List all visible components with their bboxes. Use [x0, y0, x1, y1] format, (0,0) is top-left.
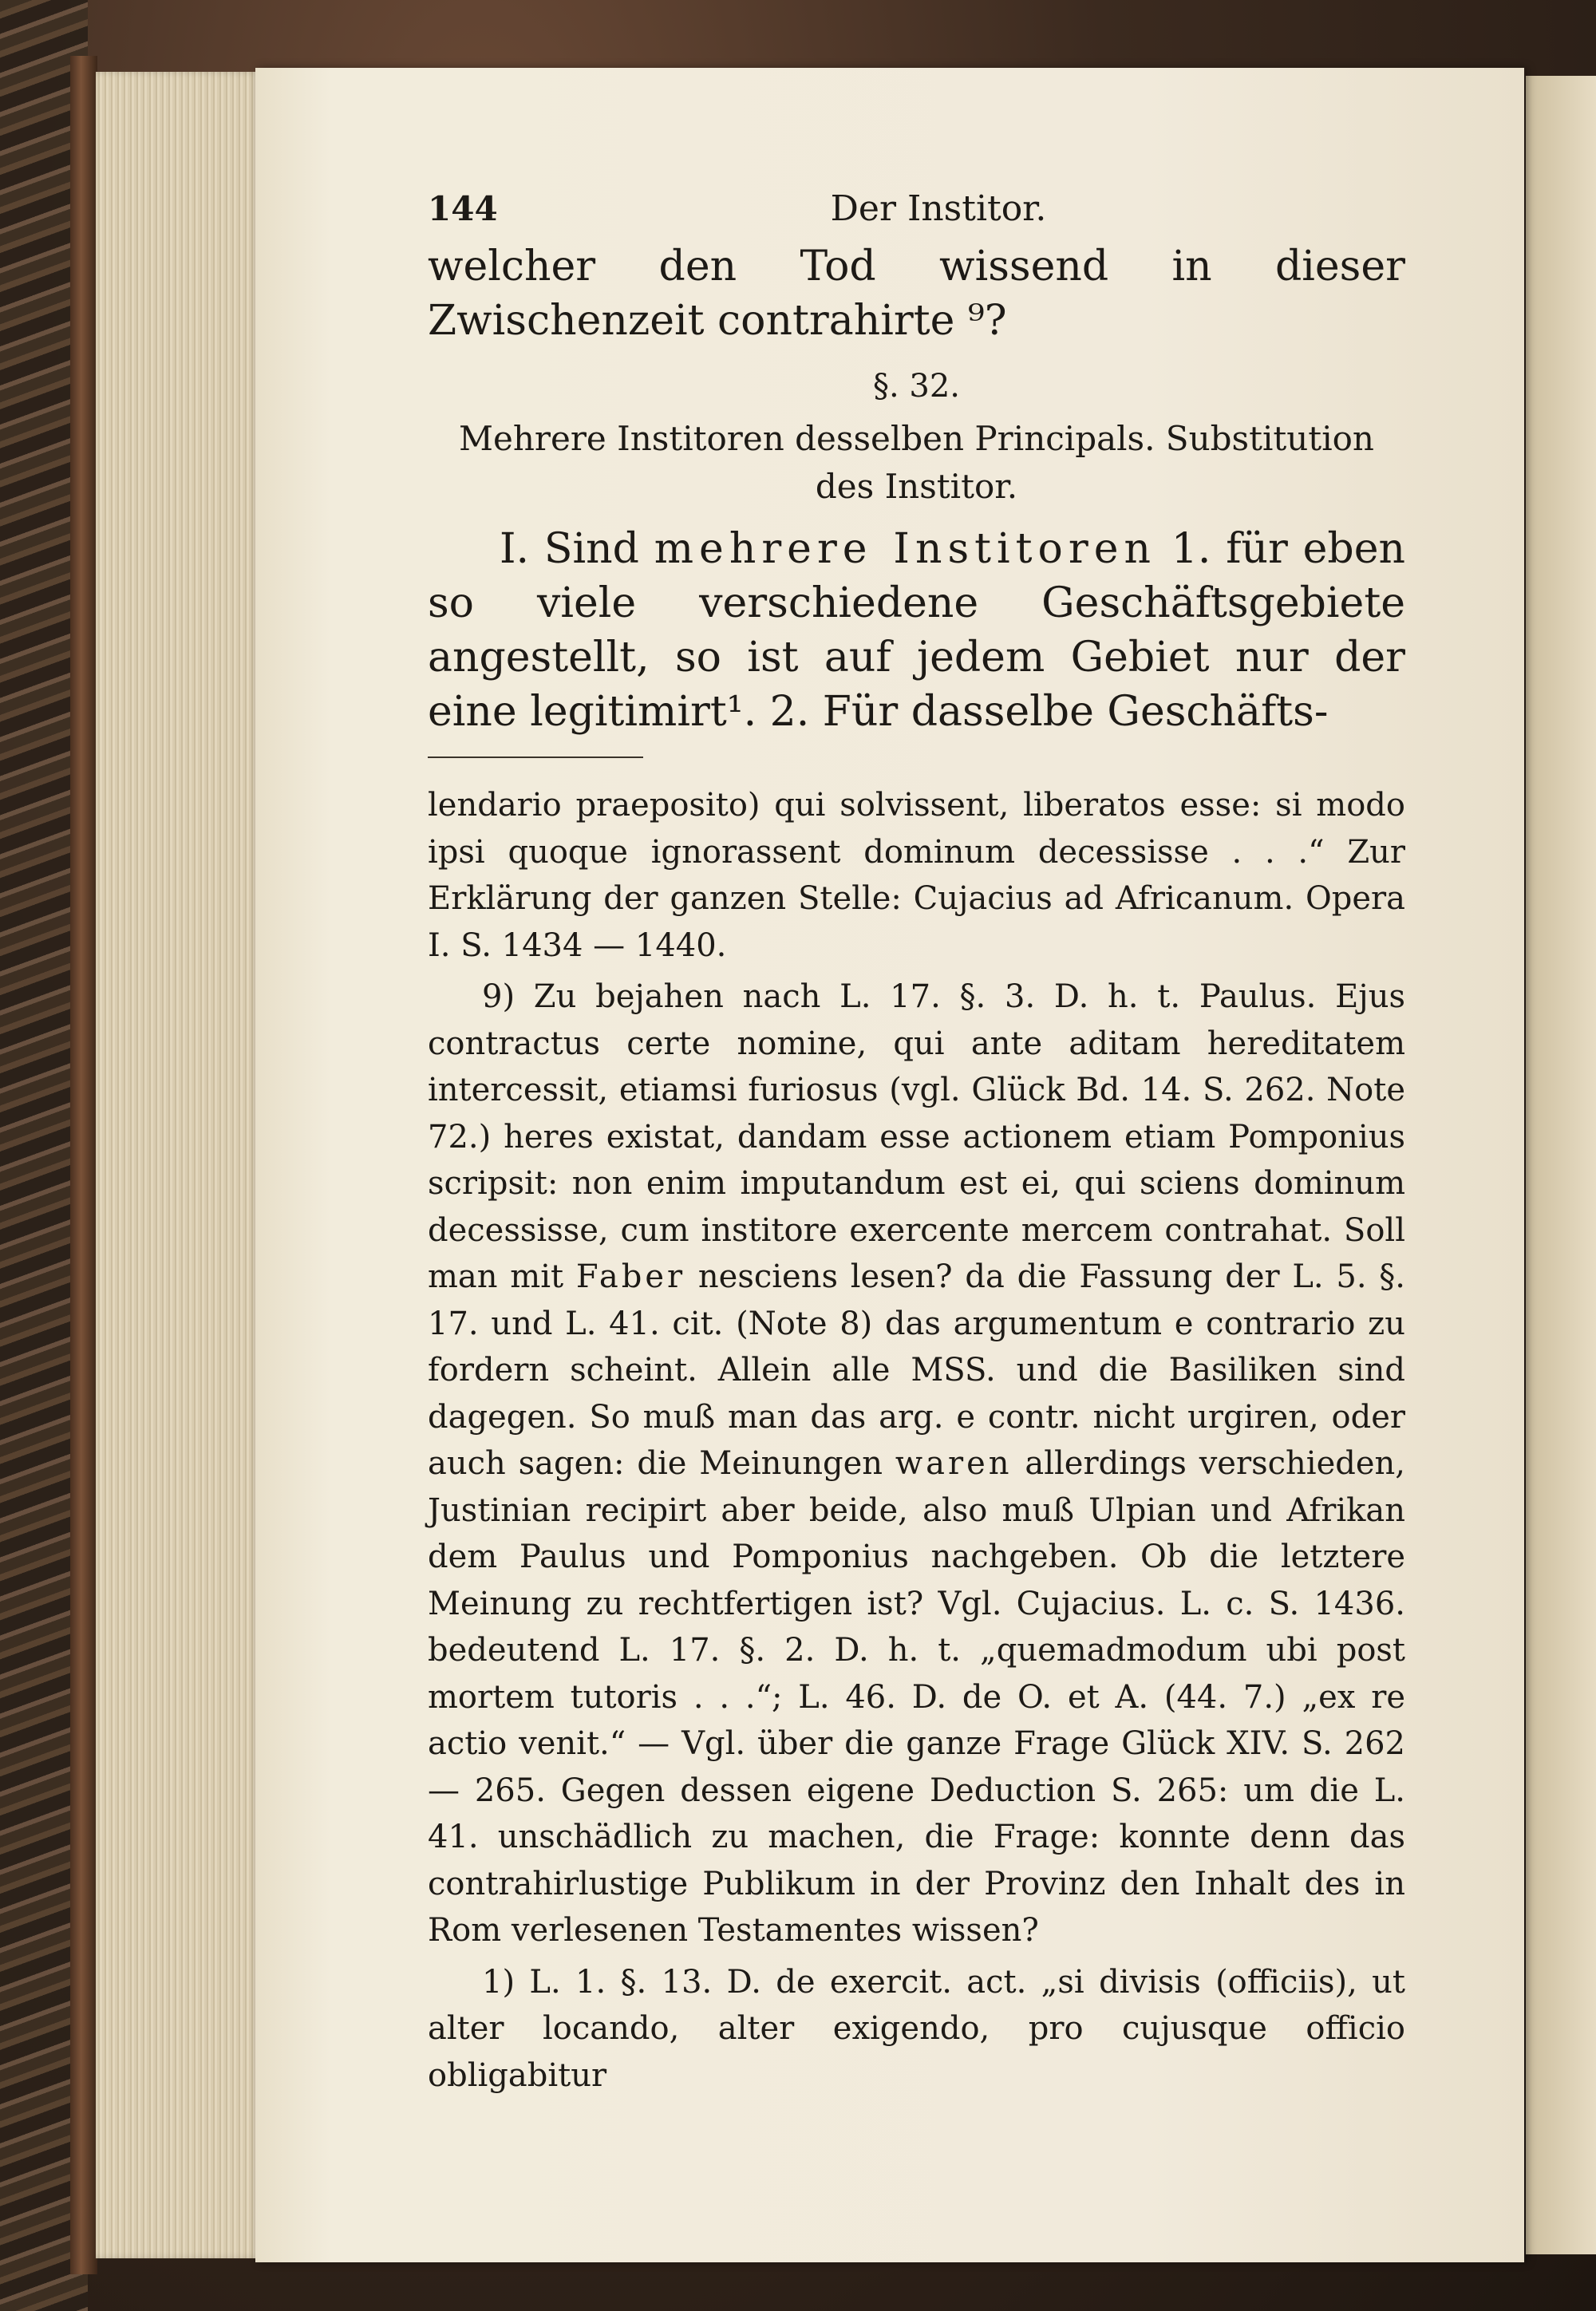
- facing-page-edge: [1526, 76, 1596, 2254]
- opening-line: welcher den Tod wissend in dieser Zwischenzeit contrahirte ⁹?: [428, 243, 1405, 345]
- page-header: [428, 176, 1405, 239]
- fn9-part-a: 9) Zu bejahen nach L. 17. §. 3. D. h. t. Paulus. Ejus contractus certe nomine, qui ante aditam hereditatem intercessit, etiamsi furiosus (vgl. Glück Bd. 14. S. 262. Note 72.) heres existat, dandam esse actionem etiam Pomponius scripsit: non enim imputandum est ei, qui sciens dominum decessisse, cum institore exercente mercem contrahat. Soll man mit: [428, 978, 1405, 1295]
- page-number: 144: [428, 189, 498, 228]
- footnote-1: 1) L. 1. §. 13. D. de exercit. act. „si divisis (officiis), ut alter locando, alter exigendo, pro cujusque officio obligabitur: [428, 1963, 1405, 2094]
- book-spine: [70, 56, 97, 2274]
- para-rest: 1. für eben so viele verschiedene Geschäftsgebiete angestellt, so ist auf jedem Gebiet nur der eine legitimirt¹. 2. Für dasselbe Geschäfts-: [428, 525, 1405, 736]
- running-title: Der Institor.: [830, 188, 1047, 229]
- page-edges: [96, 72, 263, 2258]
- body-paragraph: [428, 522, 1405, 739]
- para-spaced-term: mehrere Institoren: [654, 525, 1156, 573]
- section-number: §. 32.: [872, 368, 961, 405]
- page-text: [428, 176, 1405, 2099]
- footnote-8-continuation: lendario praeposito) qui solvissent, liberatos esse: si modo ipsi quoque ignorassent dominum decessisse . . .“ Zur Erklärung der ganzen Stelle: Cujacius ad Africanum. Opera I. S. 1434 — 1440.: [428, 787, 1405, 964]
- fn9-part-c: allerdings verschieden, Justinian recipirt aber beide, also muß Ulpian und Afrikan dem Paulus und Pomponius nachgeben. Ob die letztere Meinung zu rechtfertigen ist? Vgl. Cujacius. L. c. S. 1436. bedeutend L. 17. §. 2. D. h. t. „quemadmodum ubi post mortem tutoris . . .“; L. 46. D. de O. et A. (44. 7.) „ex re actio venit.“ — Vgl. über die ganze Frage Glück XIV. S. 262 — 265. Gegen dessen eigene Deduction S. 265: um die L. 41. unschädlich zu machen, die Frage: konnte denn das contrahirlustige Publikum in der Provinz den Inhalt des in Rom verlesenen Testamentes wissen?: [428, 1445, 1406, 1949]
- section-title: Mehrere Institoren desselben Principals. Substitution des Institor.: [459, 419, 1374, 506]
- footnote-9: [428, 974, 1405, 1954]
- footnote-divider: [428, 757, 643, 758]
- fn9-spaced-waren: waren: [895, 1445, 1013, 1482]
- fn9-part-b: nesciens lesen? da die Fassung der L. 5. §. 17. und L. 41. cit. (Note 8) das argumentum e contrario zu fordern scheint. Allein alle MSS. und die Basiliken sind dagegen. So muß man das arg. e contr. nicht urgiren, oder auch sagen: die Meinungen: [428, 1258, 1406, 1482]
- para-prefix: I. Sind: [500, 525, 654, 573]
- fn9-spaced-faber: Faber: [575, 1258, 686, 1295]
